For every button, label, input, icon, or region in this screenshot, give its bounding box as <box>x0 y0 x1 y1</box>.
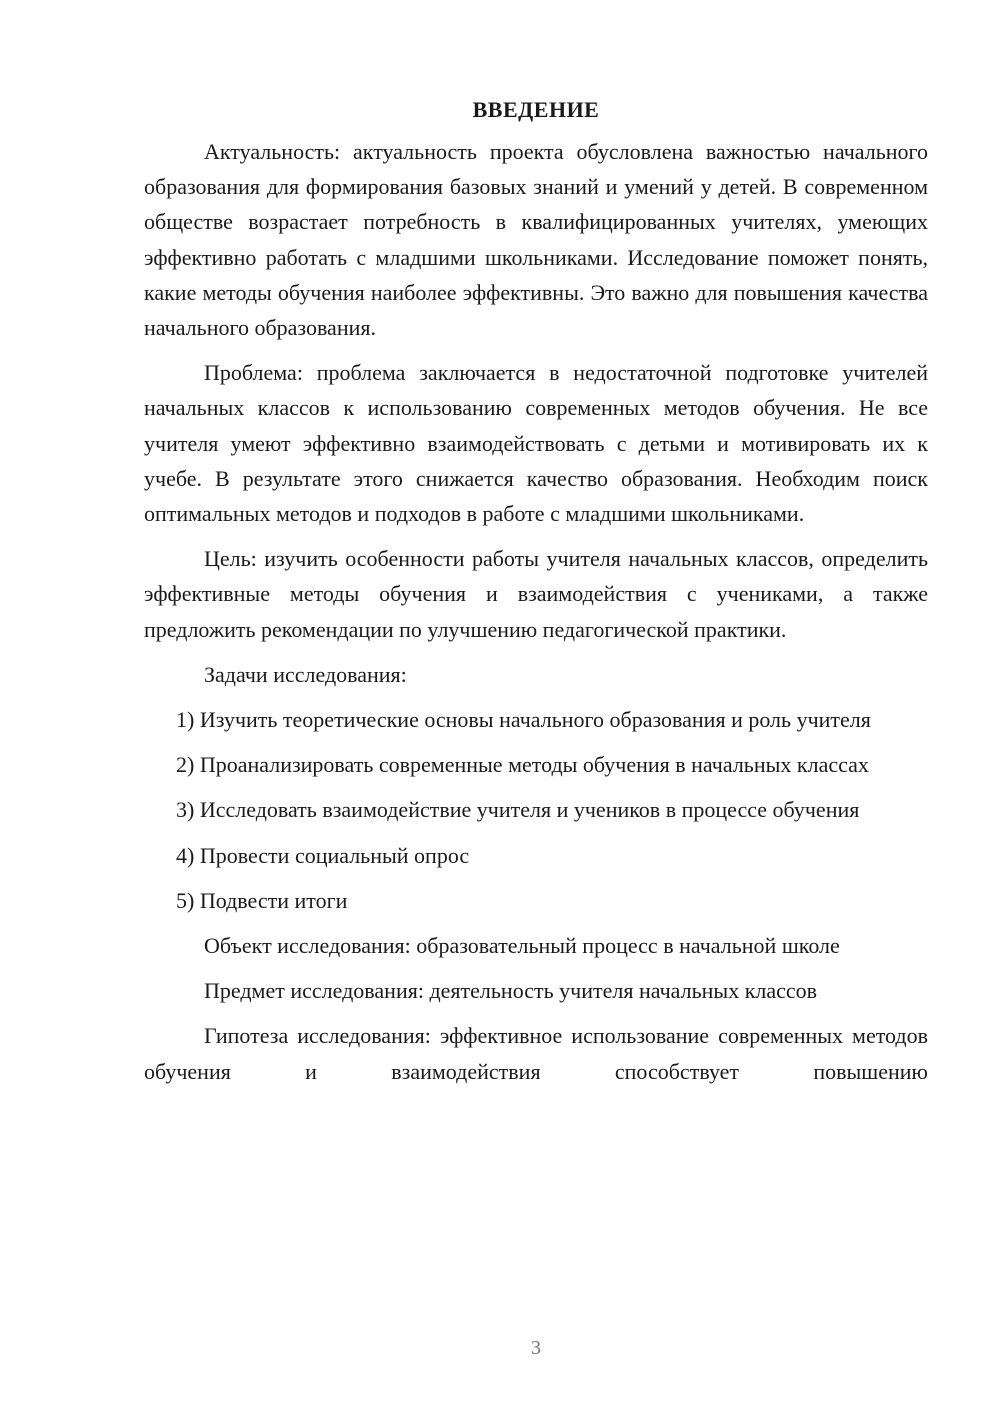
subject-paragraph: Предмет исследования: деятельность учителя начальных классов <box>204 978 818 1004</box>
page-content <box>144 96 928 1089</box>
tasks-heading: Задачи исследования: <box>204 661 407 687</box>
task-item: 5) Подвести итоги <box>176 887 348 913</box>
section-title: ВВЕДЕНИЕ <box>472 97 600 122</box>
goal-paragraph: Цель: изучить особенности работы учителя начальных классов, определить эффективные методы обучения и взаимодействия с учениками, а также предложить рекомендации по улучшению педагогической практики. <box>144 546 928 642</box>
relevance-paragraph: Актуальность: актуальность проекта обусловлена важностью начального образования для формирования базовых знаний и умений у детей. В современном обществе возрастает потребность в квалифицированных учителях, умеющих эффективно работать с младшими школьниками. Исследование поможет понять, какие методы обучения наиболее эффективны. Это важно для повышения качества начального образования. <box>144 139 928 341</box>
task-item: 4) Провести социальный опрос <box>176 842 470 868</box>
object-paragraph: Объект исследования: образовательный процесс в начальной школе <box>204 933 840 959</box>
page-number: 3 <box>531 1337 541 1359</box>
task-item: 2) Проанализировать современные методы обучения в начальных классах <box>176 752 869 778</box>
task-item: 3) Исследовать взаимодействие учителя и учеников в процессе обучения <box>176 797 860 823</box>
problem-paragraph: Проблема: проблема заключается в недостаточной подготовке учителей начальных классов к использованию современных методов обучения. Не все учителя умеют эффективно взаимодействовать с детьми и мотивировать их к учебе. В результате этого снижается качество образования. Необходим поиск оптимальных методов и подходов в работе с младшими школьниками. <box>144 360 928 527</box>
task-item: 1) Изучить теоретические основы начального образования и роль учителя <box>176 707 871 733</box>
hypothesis-paragraph: Гипотеза исследования: эффективное использование современных методов обучения и взаимодействия способствует повышению <box>144 1023 928 1084</box>
